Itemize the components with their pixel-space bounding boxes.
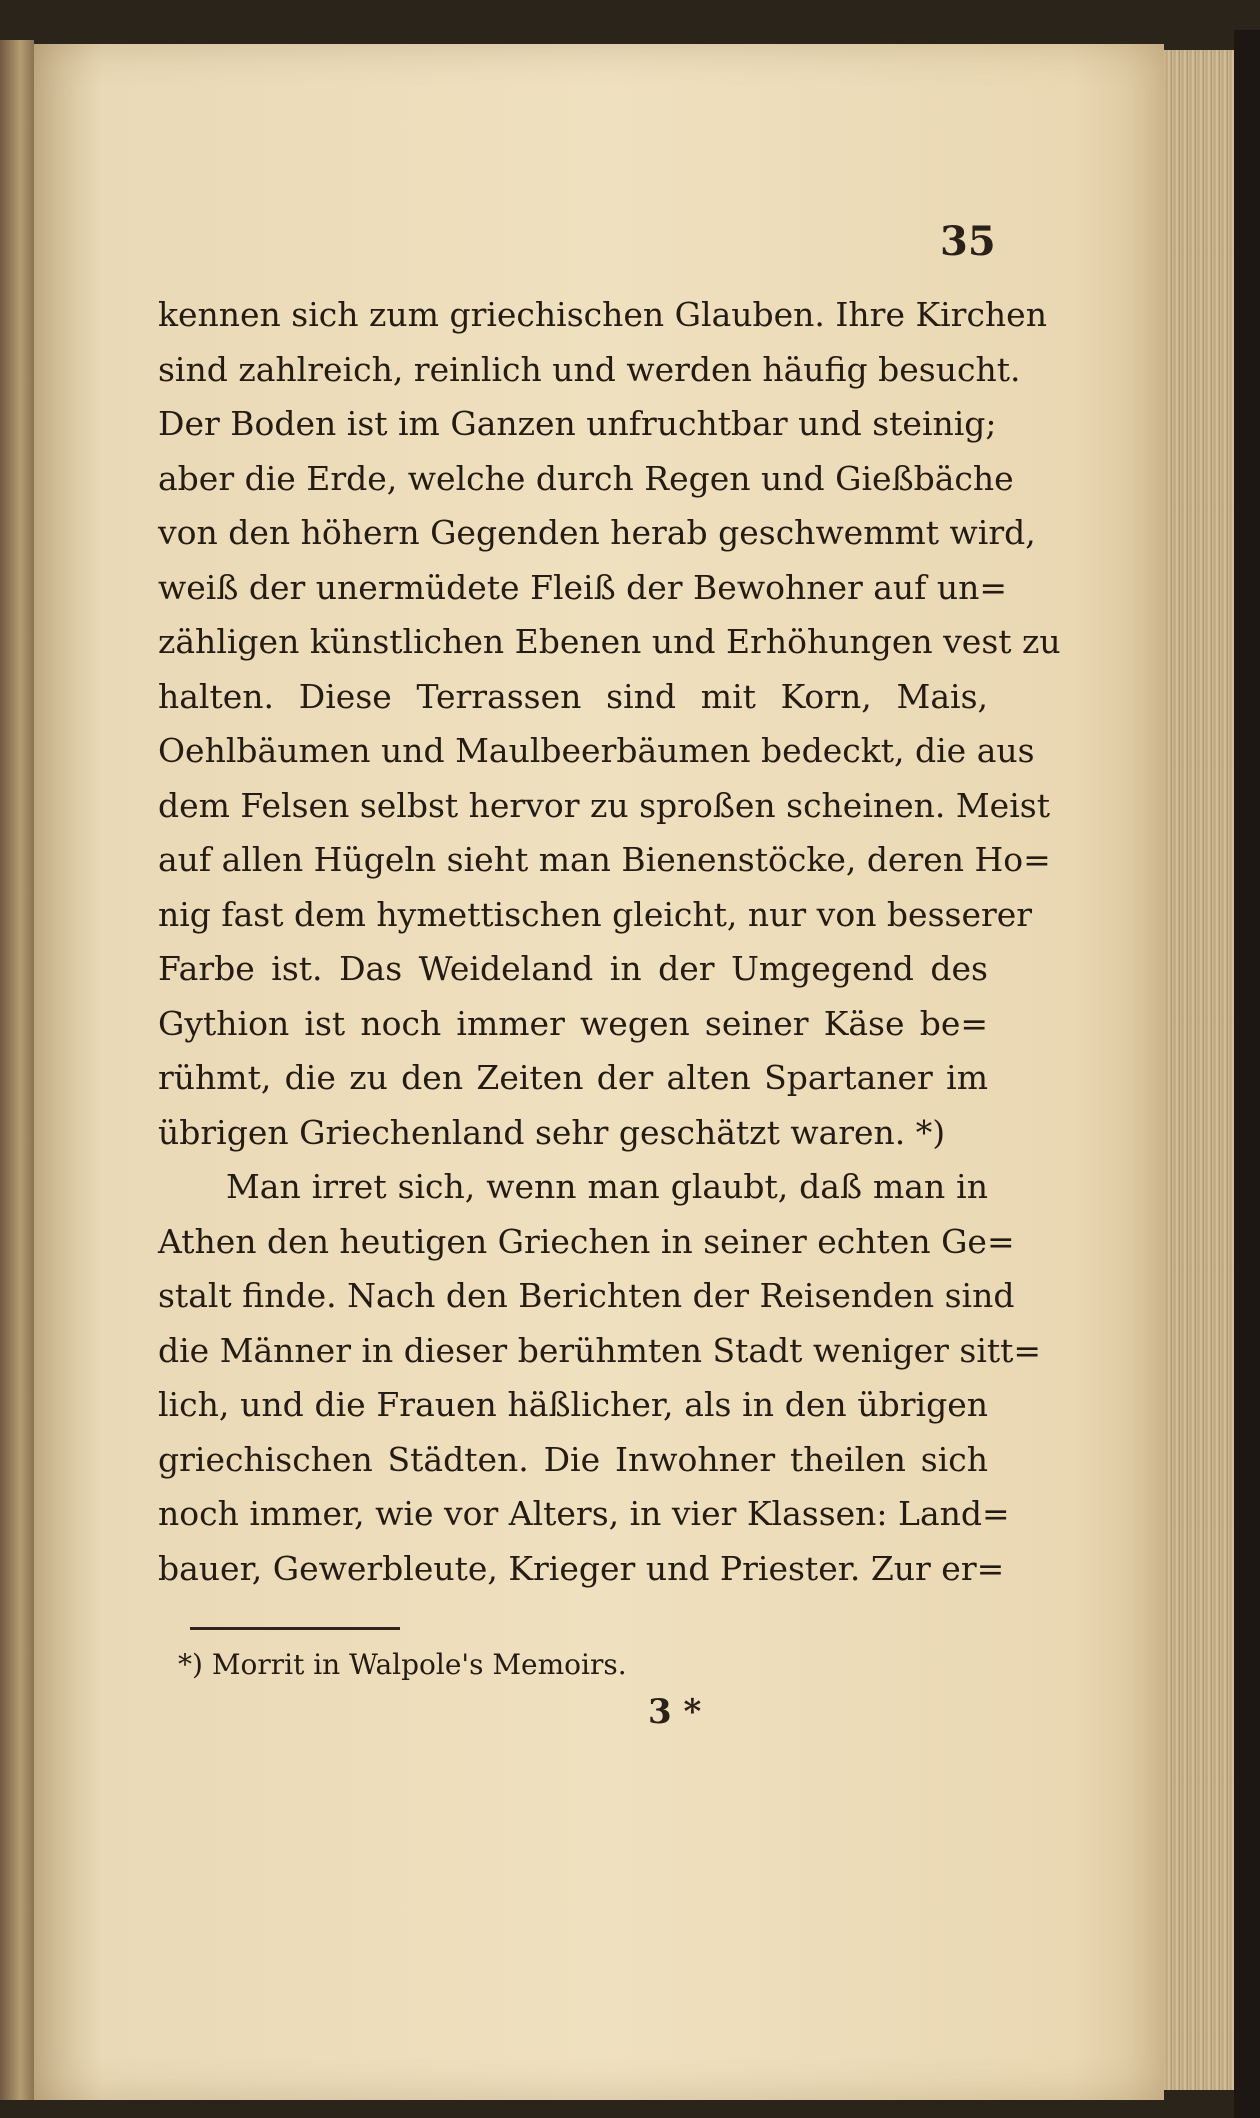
text-line: übrigen Griechenland sehr geschätzt waren. *) <box>158 1112 946 1152</box>
text-line: Oehlbäumen und Maulbeerbäumen bedeckt, die aus <box>158 731 1035 770</box>
text-line: dem Felsen selbst hervor zu sproßen scheinen. Meist <box>158 785 1050 825</box>
text-line: zähligen künstlichen Ebenen und Erhöhungen vest zu <box>158 622 1061 661</box>
page-stack-edge <box>1164 50 1234 2090</box>
text-line: Gythion ist noch immer wegen seiner Käse be= <box>158 1003 988 1043</box>
text-line: weiß der unermüdete Fleiß der Bewohner auf un= <box>158 567 1008 607</box>
text-line: Athen den heutigen Griechen in seiner echten Ge= <box>158 1221 1015 1261</box>
book-cover-edge <box>1234 30 1260 2118</box>
signature-mark: 3 * <box>648 1692 702 1732</box>
text-line: von den höhern Gegenden herab geschwemmt wird, <box>158 513 1036 552</box>
text-line: rühmt, die zu den Zeiten der alten Spartaner im <box>158 1058 988 1097</box>
text-line: stalt finde. Nach den Berichten der Reisenden sind <box>158 1276 1015 1315</box>
text-line: Man irret sich, wenn man glaubt, daß man in <box>226 1167 988 1206</box>
text-line: Farbe ist. Das Weideland in der Umgegend des <box>158 949 988 988</box>
footnote: *) Morrit in Walpole's Memoirs. <box>178 1648 627 1681</box>
text-line: bauer, Gewerbleute, Krieger und Priester. Zur er= <box>158 1548 1005 1588</box>
footnote-divider <box>190 1627 400 1630</box>
text-line: sind zahlreich, reinlich und werden häufig besucht. <box>158 349 1021 389</box>
text-line: halten. Diese Terrassen sind mit Korn, Mais, <box>158 676 988 716</box>
text-line: griechischen Städten. Die Inwohner theilen sich <box>158 1439 988 1479</box>
text-line: nig fast dem hymettischen gleicht, nur von besserer <box>158 894 1033 934</box>
text-line: kennen sich zum griechischen Glauben. Ihre Kirchen <box>158 295 1047 334</box>
page-number: 35 <box>940 218 996 265</box>
text-line: auf allen Hügeln sieht man Bienenstöcke, deren Ho= <box>158 840 1051 879</box>
text-line: aber die Erde, welche durch Regen und Gießbäche <box>158 458 1014 498</box>
text-line: noch immer, wie vor Alters, in vier Klassen: Land= <box>158 1494 1010 1533</box>
text-line: lich, und die Frauen häßlicher, als in den übrigen <box>158 1385 988 1424</box>
text-line: die Männer in dieser berühmten Stadt weniger sitt= <box>158 1330 1042 1370</box>
facing-page-edge <box>0 40 34 2100</box>
text-line: Der Boden ist im Ganzen unfruchtbar und steinig; <box>158 404 997 443</box>
body-text <box>158 288 1061 1596</box>
